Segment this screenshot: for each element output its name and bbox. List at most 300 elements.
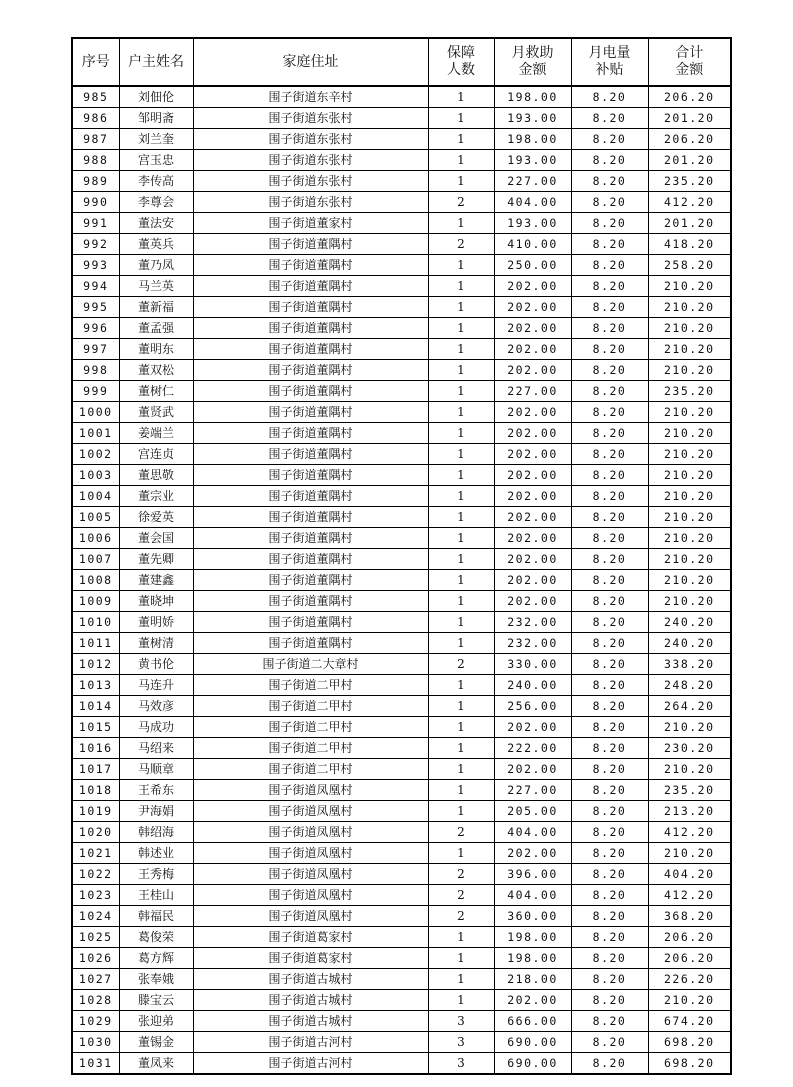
cell-address: 围子街道凤凰村 [193,822,428,843]
cell-seq: 994 [72,276,119,297]
cell-seq: 1030 [72,1032,119,1053]
cell-persons: 1 [428,318,494,339]
cell-address: 围子街道董隅村 [193,255,428,276]
cell-seq: 992 [72,234,119,255]
cell-persons: 2 [428,234,494,255]
cell-power: 8.20 [571,423,648,444]
cell-power: 8.20 [571,1053,648,1075]
cell-total: 210.20 [648,591,731,612]
cell-name: 韩述业 [119,843,193,864]
cell-persons: 1 [428,381,494,402]
cell-relief: 202.00 [494,465,571,486]
cell-name: 董英兵 [119,234,193,255]
cell-relief: 666.00 [494,1011,571,1032]
cell-relief: 227.00 [494,381,571,402]
table-row [72,423,731,444]
cell-relief: 222.00 [494,738,571,759]
cell-persons: 1 [428,675,494,696]
cell-power: 8.20 [571,696,648,717]
cell-relief: 202.00 [494,528,571,549]
cell-total: 235.20 [648,171,731,192]
cell-persons: 1 [428,990,494,1011]
cell-relief: 690.00 [494,1053,571,1075]
cell-seq: 1028 [72,990,119,1011]
cell-total: 210.20 [648,717,731,738]
cell-total: 201.20 [648,213,731,234]
cell-name: 董宗业 [119,486,193,507]
cell-name: 马成功 [119,717,193,738]
cell-seq: 986 [72,108,119,129]
cell-persons: 1 [428,423,494,444]
cell-total: 412.20 [648,822,731,843]
cell-power: 8.20 [571,633,648,654]
cell-address: 围子街道董隅村 [193,486,428,507]
cell-name: 董新福 [119,297,193,318]
cell-relief: 250.00 [494,255,571,276]
table-row [72,885,731,906]
cell-name: 王桂山 [119,885,193,906]
cell-name: 李传高 [119,171,193,192]
cell-seq: 1027 [72,969,119,990]
cell-power: 8.20 [571,969,648,990]
cell-address: 围子街道董隅村 [193,276,428,297]
cell-seq: 998 [72,360,119,381]
header-relief: 月救助 金额 [494,38,571,86]
cell-relief: 193.00 [494,213,571,234]
cell-name: 马连升 [119,675,193,696]
cell-persons: 2 [428,654,494,675]
cell-power: 8.20 [571,738,648,759]
cell-address: 围子街道二甲村 [193,696,428,717]
cell-power: 8.20 [571,171,648,192]
cell-relief: 202.00 [494,591,571,612]
cell-seq: 1003 [72,465,119,486]
table-row [72,150,731,171]
cell-name: 张迎弟 [119,1011,193,1032]
cell-relief: 198.00 [494,86,571,108]
cell-address: 围子街道董隅村 [193,360,428,381]
cell-address: 围子街道董隅村 [193,591,428,612]
cell-persons: 2 [428,192,494,213]
table-row [72,822,731,843]
cell-persons: 1 [428,507,494,528]
cell-seq: 1022 [72,864,119,885]
cell-power: 8.20 [571,465,648,486]
cell-power: 8.20 [571,990,648,1011]
cell-address: 围子街道董隅村 [193,423,428,444]
cell-seq: 1011 [72,633,119,654]
cell-name: 董凤来 [119,1053,193,1075]
cell-relief: 240.00 [494,675,571,696]
cell-persons: 1 [428,171,494,192]
cell-address: 围子街道东张村 [193,192,428,213]
cell-address: 围子街道凤凰村 [193,906,428,927]
cell-address: 围子街道董隅村 [193,444,428,465]
cell-name: 韩绍海 [119,822,193,843]
cell-name: 徐爱英 [119,507,193,528]
cell-relief: 202.00 [494,486,571,507]
cell-seq: 988 [72,150,119,171]
cell-persons: 1 [428,549,494,570]
cell-total: 368.20 [648,906,731,927]
cell-seq: 1001 [72,423,119,444]
table-row [72,990,731,1011]
cell-seq: 1025 [72,927,119,948]
table-row [72,1011,731,1032]
cell-power: 8.20 [571,759,648,780]
cell-power: 8.20 [571,360,648,381]
cell-relief: 256.00 [494,696,571,717]
table-row [72,465,731,486]
cell-address: 围子街道凤凰村 [193,801,428,822]
cell-name: 董树清 [119,633,193,654]
cell-total: 210.20 [648,570,731,591]
cell-address: 围子街道二甲村 [193,717,428,738]
table-row [72,108,731,129]
cell-name: 刘佃伦 [119,86,193,108]
cell-address: 围子街道古城村 [193,990,428,1011]
cell-total: 210.20 [648,423,731,444]
cell-address: 围子街道古城村 [193,1011,428,1032]
cell-seq: 996 [72,318,119,339]
cell-name: 马绍来 [119,738,193,759]
cell-name: 董贤武 [119,402,193,423]
cell-persons: 1 [428,465,494,486]
cell-name: 董明娇 [119,612,193,633]
cell-power: 8.20 [571,1032,648,1053]
cell-name: 王希东 [119,780,193,801]
cell-power: 8.20 [571,255,648,276]
cell-address: 围子街道二甲村 [193,759,428,780]
cell-persons: 1 [428,570,494,591]
cell-persons: 2 [428,885,494,906]
cell-seq: 1029 [72,1011,119,1032]
cell-relief: 202.00 [494,360,571,381]
table-row [72,549,731,570]
cell-power: 8.20 [571,717,648,738]
table-row [72,86,731,108]
cell-relief: 198.00 [494,927,571,948]
table-row [72,339,731,360]
table-row [72,1032,731,1053]
cell-total: 404.20 [648,864,731,885]
cell-seq: 1020 [72,822,119,843]
table-row [72,171,731,192]
cell-power: 8.20 [571,444,648,465]
table-row [72,717,731,738]
cell-power: 8.20 [571,234,648,255]
cell-total: 412.20 [648,885,731,906]
cell-persons: 1 [428,129,494,150]
header-total: 合计 金额 [648,38,731,86]
cell-seq: 1002 [72,444,119,465]
table-row [72,444,731,465]
cell-total: 210.20 [648,276,731,297]
cell-power: 8.20 [571,843,648,864]
cell-power: 8.20 [571,780,648,801]
cell-relief: 193.00 [494,150,571,171]
cell-relief: 202.00 [494,276,571,297]
cell-total: 210.20 [648,843,731,864]
cell-persons: 1 [428,486,494,507]
cell-total: 201.20 [648,108,731,129]
cell-seq: 993 [72,255,119,276]
cell-persons: 1 [428,717,494,738]
cell-total: 210.20 [648,360,731,381]
cell-persons: 1 [428,696,494,717]
cell-power: 8.20 [571,339,648,360]
cell-total: 674.20 [648,1011,731,1032]
cell-name: 滕宝云 [119,990,193,1011]
cell-persons: 1 [428,297,494,318]
cell-total: 226.20 [648,969,731,990]
cell-name: 张奉娥 [119,969,193,990]
cell-address: 围子街道葛家村 [193,948,428,969]
cell-name: 韩福民 [119,906,193,927]
cell-seq: 1008 [72,570,119,591]
header-seq: 序号 [72,38,119,86]
cell-seq: 990 [72,192,119,213]
table-row [72,486,731,507]
cell-total: 248.20 [648,675,731,696]
cell-persons: 1 [428,86,494,108]
cell-address: 围子街道东张村 [193,108,428,129]
cell-total: 418.20 [648,234,731,255]
cell-power: 8.20 [571,528,648,549]
cell-persons: 1 [428,843,494,864]
cell-relief: 227.00 [494,780,571,801]
table-row [72,1053,731,1075]
cell-name: 董树仁 [119,381,193,402]
cell-address: 围子街道东张村 [193,129,428,150]
table-row [72,255,731,276]
cell-seq: 1013 [72,675,119,696]
cell-name: 宫连贞 [119,444,193,465]
cell-address: 围子街道凤凰村 [193,885,428,906]
cell-power: 8.20 [571,381,648,402]
cell-address: 围子街道董隅村 [193,570,428,591]
cell-total: 210.20 [648,318,731,339]
cell-persons: 1 [428,528,494,549]
cell-power: 8.20 [571,612,648,633]
cell-power: 8.20 [571,213,648,234]
cell-address: 围子街道凤凰村 [193,864,428,885]
cell-total: 258.20 [648,255,731,276]
table-row [72,780,731,801]
cell-power: 8.20 [571,1011,648,1032]
cell-address: 围子街道凤凰村 [193,780,428,801]
cell-relief: 202.00 [494,843,571,864]
cell-power: 8.20 [571,507,648,528]
cell-name: 董明东 [119,339,193,360]
cell-total: 698.20 [648,1032,731,1053]
cell-name: 董晓坤 [119,591,193,612]
cell-address: 围子街道董隅村 [193,612,428,633]
table-row [72,591,731,612]
cell-name: 董思敬 [119,465,193,486]
cell-name: 董锡金 [119,1032,193,1053]
table-row [72,969,731,990]
cell-address: 围子街道董隅村 [193,339,428,360]
cell-persons: 1 [428,255,494,276]
cell-name: 李尊会 [119,192,193,213]
cell-total: 235.20 [648,780,731,801]
cell-power: 8.20 [571,129,648,150]
cell-name: 董法安 [119,213,193,234]
cell-name: 董乃凤 [119,255,193,276]
table-row [72,948,731,969]
table-row [72,927,731,948]
table-row [72,654,731,675]
cell-name: 刘兰奎 [119,129,193,150]
cell-power: 8.20 [571,801,648,822]
cell-address: 围子街道董隅村 [193,507,428,528]
cell-relief: 410.00 [494,234,571,255]
cell-persons: 1 [428,339,494,360]
header-address: 家庭住址 [193,38,428,86]
cell-seq: 1012 [72,654,119,675]
cell-address: 围子街道董隅村 [193,381,428,402]
cell-persons: 2 [428,906,494,927]
cell-relief: 202.00 [494,297,571,318]
cell-address: 围子街道东张村 [193,171,428,192]
cell-address: 围子街道董隅村 [193,297,428,318]
cell-address: 围子街道董隅村 [193,402,428,423]
cell-total: 210.20 [648,297,731,318]
cell-seq: 991 [72,213,119,234]
cell-persons: 1 [428,612,494,633]
cell-relief: 202.00 [494,444,571,465]
cell-power: 8.20 [571,906,648,927]
table-body [72,86,731,1074]
cell-relief: 227.00 [494,171,571,192]
cell-seq: 997 [72,339,119,360]
table-row [72,276,731,297]
cell-total: 240.20 [648,612,731,633]
cell-persons: 1 [428,276,494,297]
cell-persons: 1 [428,150,494,171]
cell-persons: 1 [428,780,494,801]
cell-persons: 1 [428,633,494,654]
cell-total: 206.20 [648,927,731,948]
table-row [72,402,731,423]
cell-relief: 202.00 [494,570,571,591]
cell-seq: 1004 [72,486,119,507]
table-row [72,696,731,717]
cell-total: 264.20 [648,696,731,717]
cell-relief: 232.00 [494,612,571,633]
table-row [72,192,731,213]
table-row [72,213,731,234]
cell-seq: 1026 [72,948,119,969]
table-row [72,570,731,591]
table-row [72,129,731,150]
cell-seq: 1023 [72,885,119,906]
cell-seq: 1000 [72,402,119,423]
cell-total: 201.20 [648,150,731,171]
cell-seq: 1010 [72,612,119,633]
cell-power: 8.20 [571,276,648,297]
cell-name: 王秀梅 [119,864,193,885]
cell-persons: 1 [428,759,494,780]
cell-total: 698.20 [648,1053,731,1075]
cell-relief: 202.00 [494,507,571,528]
cell-relief: 404.00 [494,192,571,213]
cell-total: 210.20 [648,465,731,486]
cell-power: 8.20 [571,486,648,507]
cell-name: 马兰英 [119,276,193,297]
cell-persons: 1 [428,108,494,129]
cell-total: 213.20 [648,801,731,822]
cell-relief: 193.00 [494,108,571,129]
cell-address: 围子街道古河村 [193,1032,428,1053]
cell-power: 8.20 [571,549,648,570]
cell-power: 8.20 [571,591,648,612]
cell-power: 8.20 [571,402,648,423]
table-row [72,360,731,381]
cell-address: 围子街道东张村 [193,150,428,171]
cell-seq: 1006 [72,528,119,549]
cell-seq: 1021 [72,843,119,864]
cell-persons: 3 [428,1032,494,1053]
cell-total: 206.20 [648,948,731,969]
cell-seq: 989 [72,171,119,192]
table-row [72,528,731,549]
table-row [72,612,731,633]
cell-seq: 1014 [72,696,119,717]
cell-seq: 987 [72,129,119,150]
cell-power: 8.20 [571,675,648,696]
header-power: 月电量 补贴 [571,38,648,86]
cell-persons: 2 [428,822,494,843]
cell-power: 8.20 [571,822,648,843]
table-row [72,297,731,318]
cell-seq: 985 [72,86,119,108]
cell-name: 邹明斋 [119,108,193,129]
cell-total: 240.20 [648,633,731,654]
cell-power: 8.20 [571,948,648,969]
header-name: 户主姓名 [119,38,193,86]
cell-total: 210.20 [648,528,731,549]
cell-relief: 360.00 [494,906,571,927]
cell-relief: 202.00 [494,759,571,780]
cell-power: 8.20 [571,654,648,675]
cell-address: 围子街道葛家村 [193,927,428,948]
relief-roster-table [71,37,732,1075]
cell-total: 210.20 [648,339,731,360]
cell-relief: 202.00 [494,339,571,360]
cell-power: 8.20 [571,885,648,906]
cell-address: 围子街道董隅村 [193,528,428,549]
cell-seq: 1019 [72,801,119,822]
cell-seq: 1016 [72,738,119,759]
cell-total: 338.20 [648,654,731,675]
cell-total: 210.20 [648,759,731,780]
cell-relief: 202.00 [494,423,571,444]
cell-persons: 1 [428,948,494,969]
cell-total: 230.20 [648,738,731,759]
cell-relief: 202.00 [494,549,571,570]
cell-seq: 1024 [72,906,119,927]
cell-seq: 999 [72,381,119,402]
cell-total: 235.20 [648,381,731,402]
cell-seq: 995 [72,297,119,318]
cell-power: 8.20 [571,86,648,108]
cell-name: 董会国 [119,528,193,549]
cell-name: 董先卿 [119,549,193,570]
cell-relief: 404.00 [494,822,571,843]
cell-persons: 1 [428,801,494,822]
